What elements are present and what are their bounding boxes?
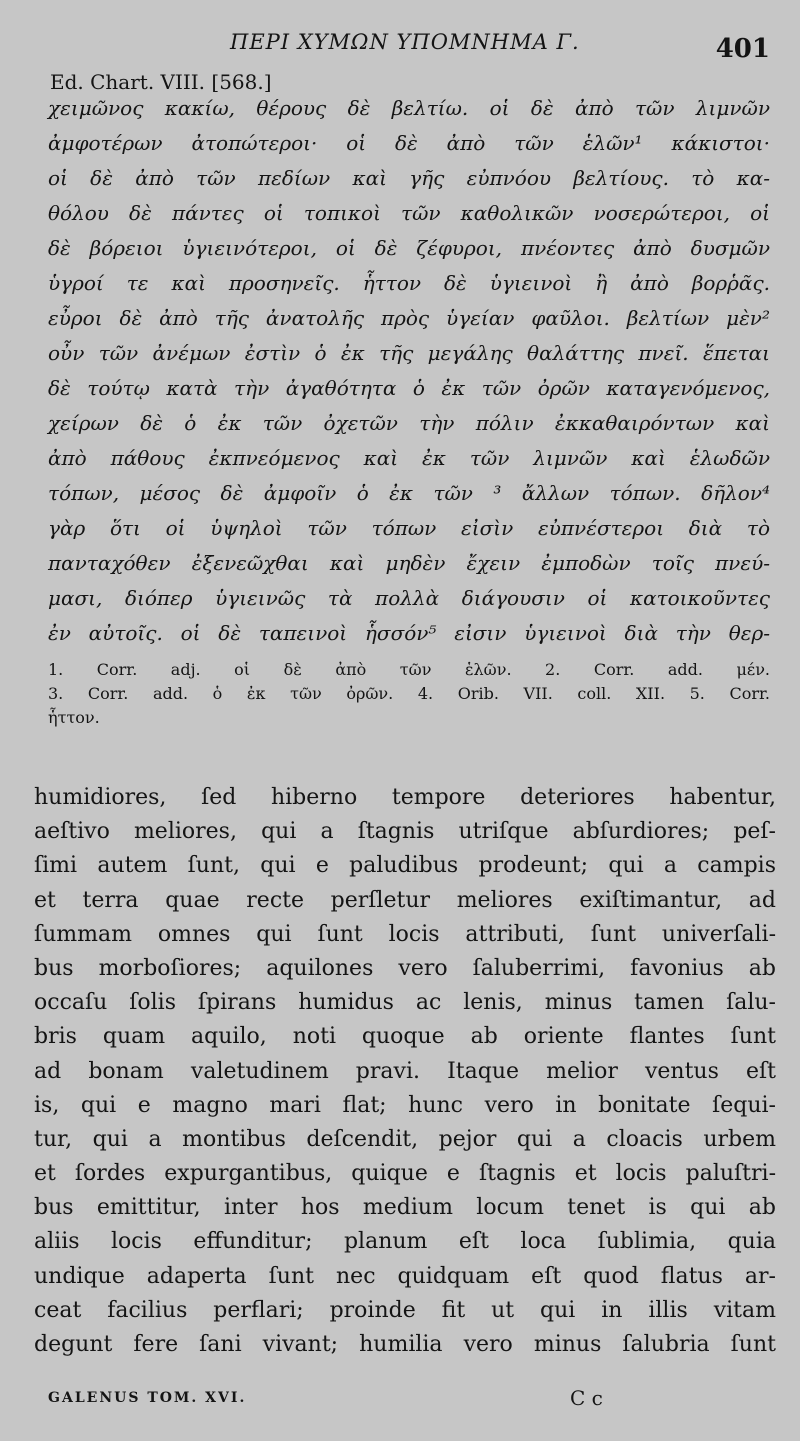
- latin-line: aeſtivo meliores, qui a ſtagnis utriſque abſurdiores; peſ-: [34, 819, 776, 845]
- latin-line: et ſordes expurgantibus, quique e ſtagnis et locis paluſtri-: [34, 1161, 776, 1187]
- latin-line: aliis locis effunditur; planum eſt loca ſublimia, quia: [34, 1229, 776, 1255]
- latin-line: ceat facilius perflari; proinde fit ut qui in illis vitam: [34, 1297, 776, 1323]
- edition-reference: Ed. Chart. VIII. [568.]: [50, 70, 272, 94]
- latin-line: bus emittitur, inter hos medium locum tenet is qui ab: [34, 1195, 776, 1221]
- latin-line: undique adaperta ſunt nec quidquam eſt quod flatus ar-: [34, 1263, 776, 1289]
- latin-line: et terra quae recte perſletur meliores exiſtimantur, ad: [34, 887, 776, 913]
- greek-line: χείρων δὲ ὁ ἐκ τῶν ὀχετῶν τὴν πόλιν ἐκκαθαιρόντων καὶ: [48, 411, 770, 435]
- latin-line: ſummam omnes qui ſunt locis attributi, ſunt univerſali-: [34, 921, 776, 947]
- greek-line: γὰρ ὅτι οἱ ὑψηλοὶ τῶν τόπων εἰσὶν εὐπνέστεροι διὰ τὸ: [48, 516, 770, 540]
- greek-line: μασι, διόπερ ὑγιεινῶς τὰ πολλὰ διάγουσιν οἱ κατοικοῦντες: [48, 586, 770, 610]
- footnote-line: 3. Corr. add. ὁ ἐκ τῶν ὀρῶν. 4. Orib. VII. coll. XII. 5. Corr.: [48, 684, 770, 703]
- greek-line: τόπων, μέσος δὲ ἀμφοῖν ὁ ἐκ τῶν ³ ἄλλων τόπων. δῆλον⁴: [48, 481, 770, 505]
- greek-line: χειμῶνος κακίω, θέρους δὲ βελτίω. οἱ δὲ ἀπὸ τῶν λιμνῶν: [48, 96, 770, 120]
- latin-line: humidiores, ſed hiberno tempore deteriores habentur,: [34, 785, 776, 810]
- footnote-line: 1. Corr. adj. οἱ δὲ ἀπὸ τῶν ἑλῶν. 2. Corr. add. μέν.: [48, 660, 770, 679]
- footnotes-block: [48, 660, 770, 732]
- greek-line: δὲ βόρειοι ὑγιεινότεροι, οἱ δὲ ζέφυροι, πνέοντες ἀπὸ δυσμῶν: [48, 236, 770, 260]
- latin-line: tur, qui a montibus deſcendit, pejor qui a cloacis urbem: [34, 1126, 776, 1152]
- latin-line: ſimi autem ſunt, qui e paludibus prodeunt; qui a campis: [34, 853, 776, 879]
- greek-line: δὲ τούτῳ κατὰ τὴν ἀγαθότητα ὁ ἐκ τῶν ὀρῶν καταγενόμενος,: [48, 376, 770, 400]
- greek-line: ἀπὸ πάθους ἐκπνεόμενος καὶ ἐκ τῶν λιμνῶν καὶ ἑλωδῶν: [48, 446, 770, 470]
- page-number: 401: [715, 34, 770, 64]
- running-head: ΠΕΡΙ ΧΥΜΩΝ ΥΠΟΜΝΗΜΑ Γ.: [230, 30, 580, 54]
- greek-line: οἱ δὲ ἀπὸ τῶν πεδίων καὶ γῆς εὐπνόου βελτίους. τὸ κα-: [48, 166, 770, 190]
- greek-line: εὖροι δὲ ἀπὸ τῆς ἀνατολῆς πρὸς ὑγείαν φαῦλοι. βελτίων μὲν²: [48, 306, 770, 330]
- latin-line: occaſu ſolis ſpirans humidus ac lenis, minus tamen ſalu-: [34, 990, 776, 1016]
- latin-line: bris quam aquilo, noti quoque ab oriente flantes ſunt: [34, 1024, 776, 1050]
- greek-line: ἐν αὐτοῖς. οἱ δὲ ταπεινοὶ ἧσσόν⁵ εἰσιν ὑγιεινοὶ διὰ τὴν θερ-: [48, 621, 770, 645]
- greek-line: πανταχόθεν ἐξενεῶχθαι καὶ μηδὲν ἔχειν ἐμποδὼν τοῖς πνεύ-: [48, 551, 770, 575]
- latin-line: ad bonam valetudinem pravi. Itaque melior ventus eſt: [34, 1058, 776, 1084]
- greek-line: οὖν τῶν ἀνέμων ἐστὶν ὁ ἐκ τῆς μεγάλης θαλάττης πνεῖ. ἕπεται: [48, 341, 770, 365]
- greek-line: ἀμφοτέρων ἀτοπώτεροι· οἱ δὲ ἀπὸ τῶν ἑλῶν¹ κάκιστοι·: [48, 131, 770, 155]
- greek-line: θόλου δὲ πάντες οἱ τοπικοὶ τῶν καθολικῶν νοσερώτεροι, οἱ: [48, 201, 770, 225]
- latin-line: degunt fere ſani vivant; humilia vero minus ſalubria ſunt: [34, 1332, 776, 1357]
- latin-text-block: [34, 785, 776, 1366]
- latin-line: is, qui e magno mari flat; hunc vero in bonitate ſequi-: [34, 1092, 776, 1118]
- latin-line: bus morboſiores; aquilones vero ſaluberrimi, favonius ab: [34, 955, 776, 981]
- greek-line: ὑγροί τε καὶ προσηνεῖς. ἧττον δὲ ὑγιεινοὶ ἢ ἀπὸ βορῥᾶς.: [48, 271, 770, 295]
- footer-signature: C c: [570, 1386, 603, 1410]
- footnote-line: ἧττον.: [48, 708, 100, 727]
- greek-text-block: [48, 96, 770, 656]
- footer-volume: GALENUS TOM. XVI.: [48, 1390, 247, 1406]
